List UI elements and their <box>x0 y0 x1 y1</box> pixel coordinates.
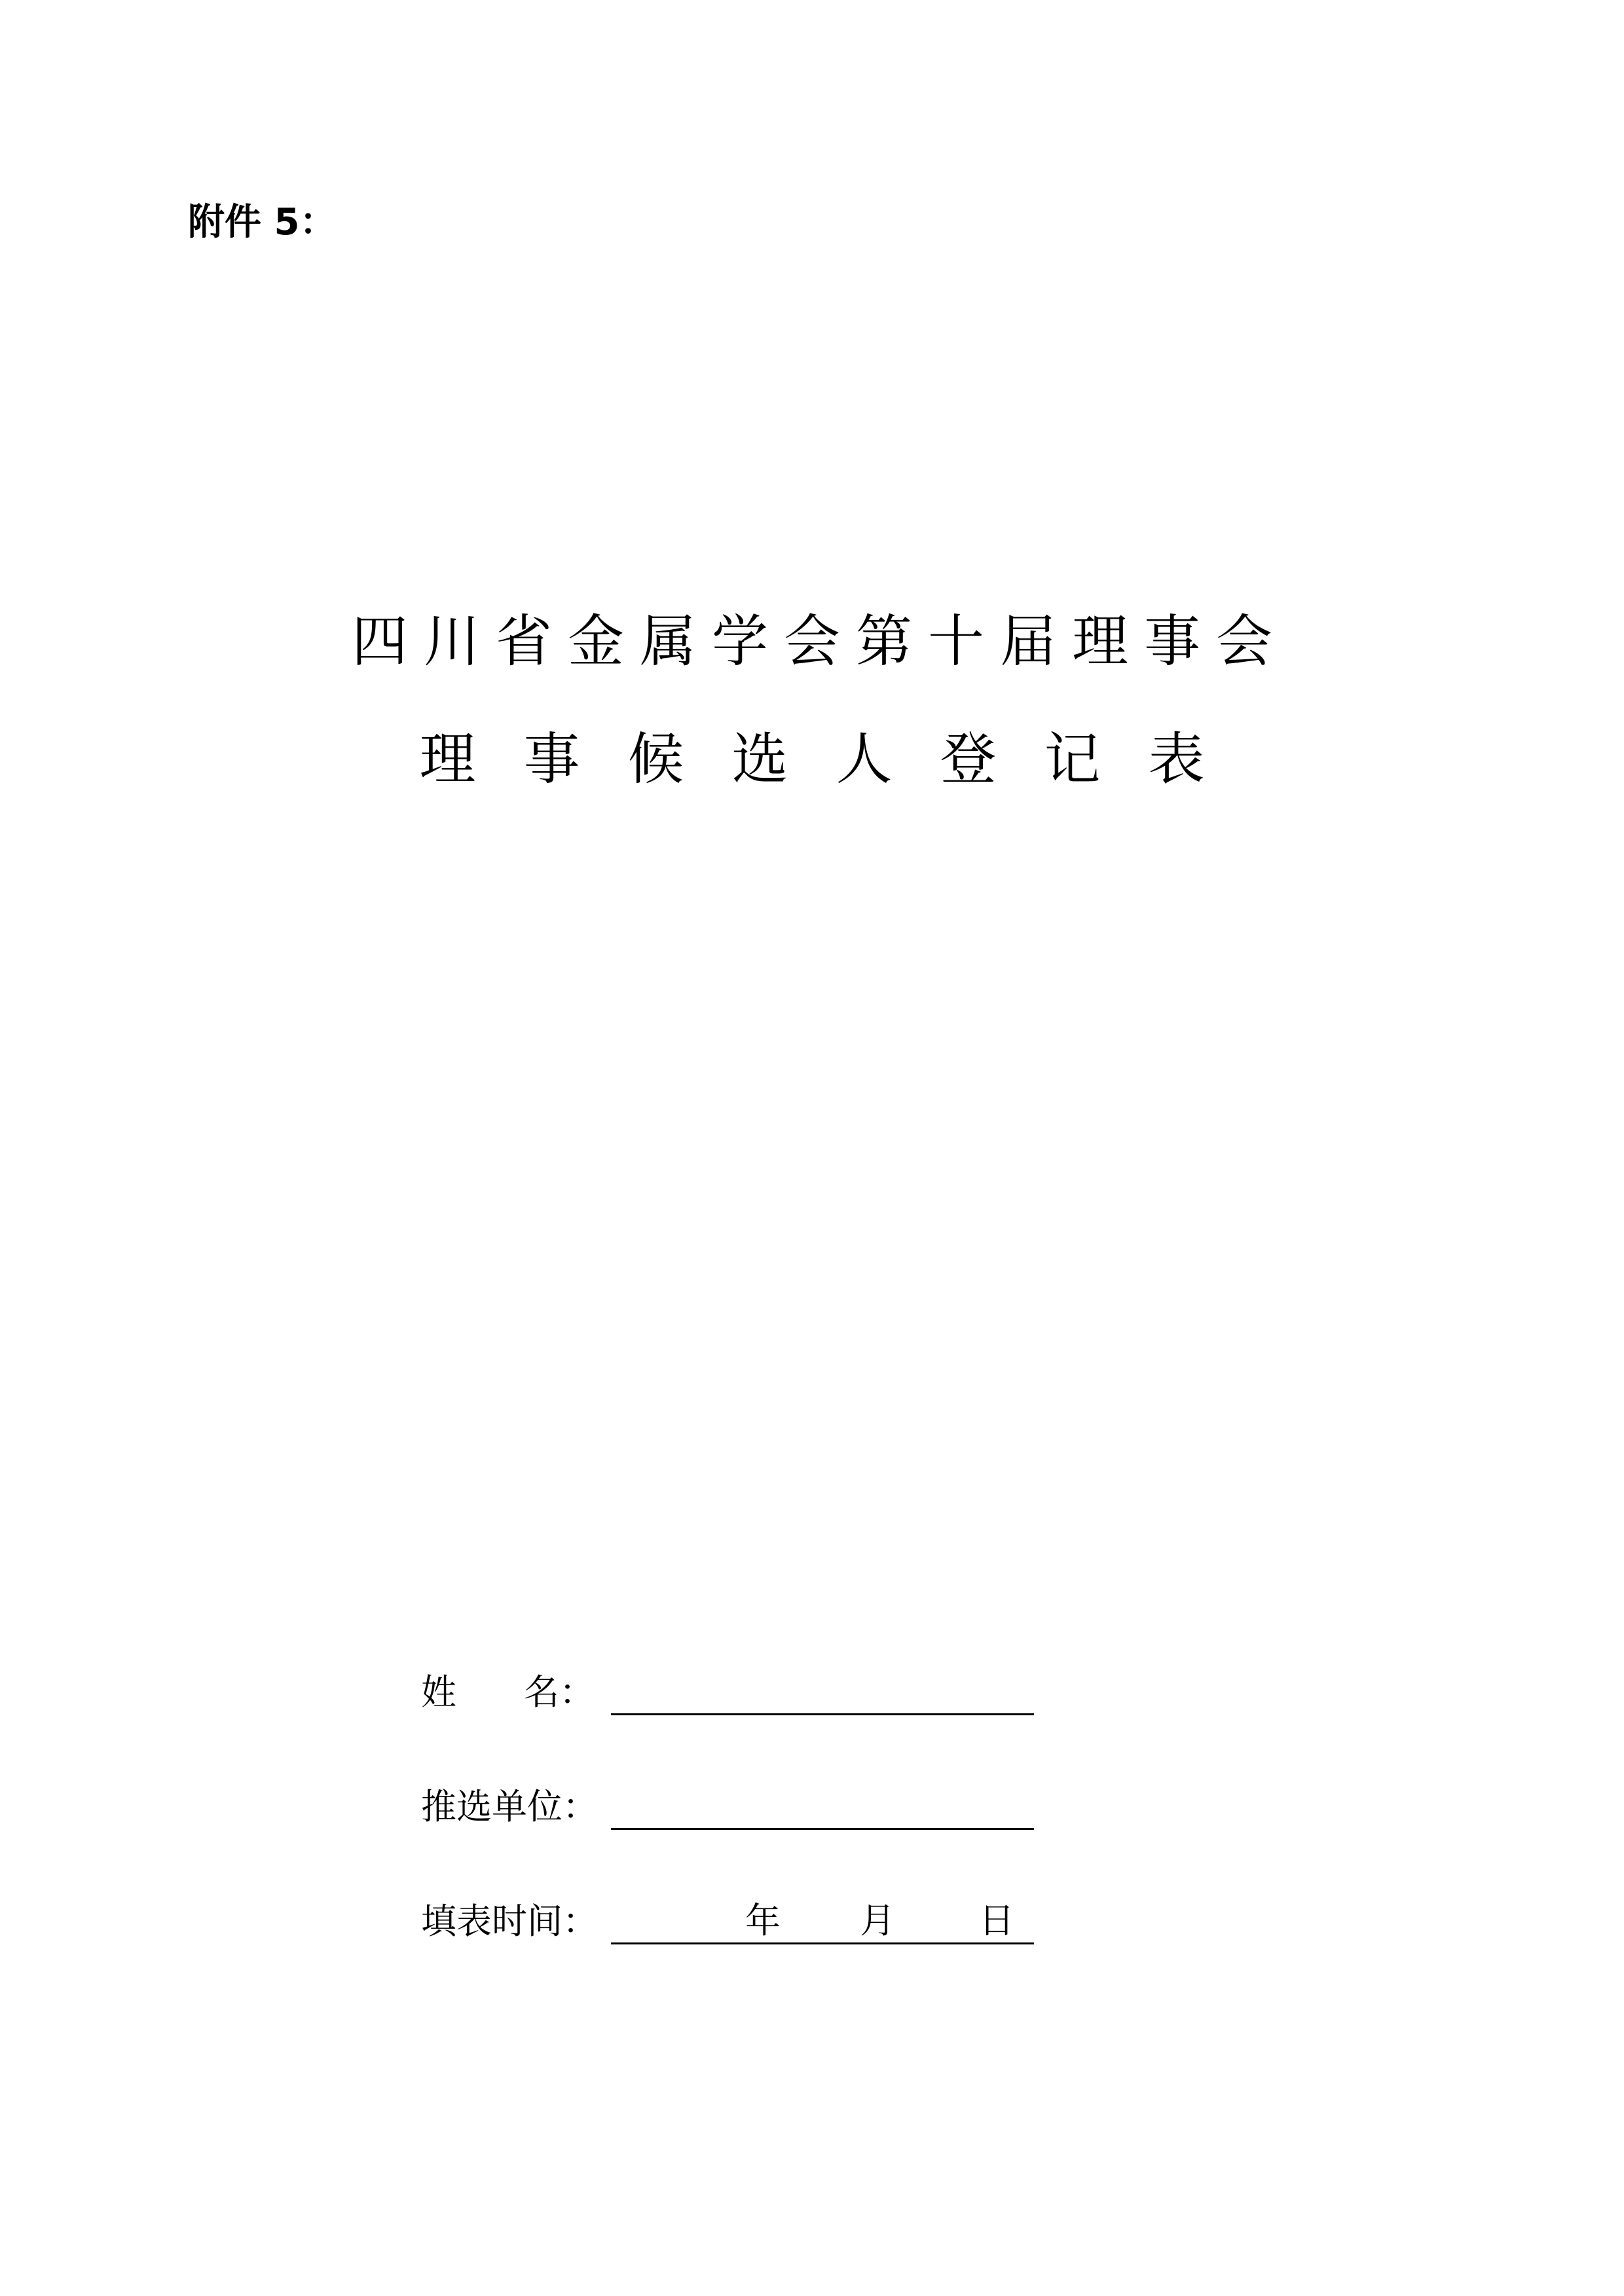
fill-date-label: 填表时间： <box>421 1901 598 1942</box>
fill-date-input-line[interactable] <box>611 1897 1034 1944</box>
month-label: 月 <box>860 1900 895 1941</box>
attachment-label: 附件 5： <box>188 201 337 244</box>
fill-date-field-row <box>421 1886 1034 1944</box>
year-label: 年 <box>745 1900 781 1941</box>
name-input-line[interactable] <box>611 1667 1034 1715</box>
name-field-row <box>421 1656 1034 1715</box>
day-label: 日 <box>979 1900 1014 1941</box>
recommending-unit-input-line[interactable] <box>611 1782 1034 1830</box>
name-label: 姓 名： <box>421 1671 595 1713</box>
recommending-unit-field-row <box>421 1771 1034 1830</box>
document-title-line-2: 理事候选人登记表 <box>419 727 1253 792</box>
document-title-line-1: 四川省金属学会第十届理事会 <box>352 609 1288 674</box>
recommending-unit-label: 推选单位： <box>421 1786 598 1827</box>
